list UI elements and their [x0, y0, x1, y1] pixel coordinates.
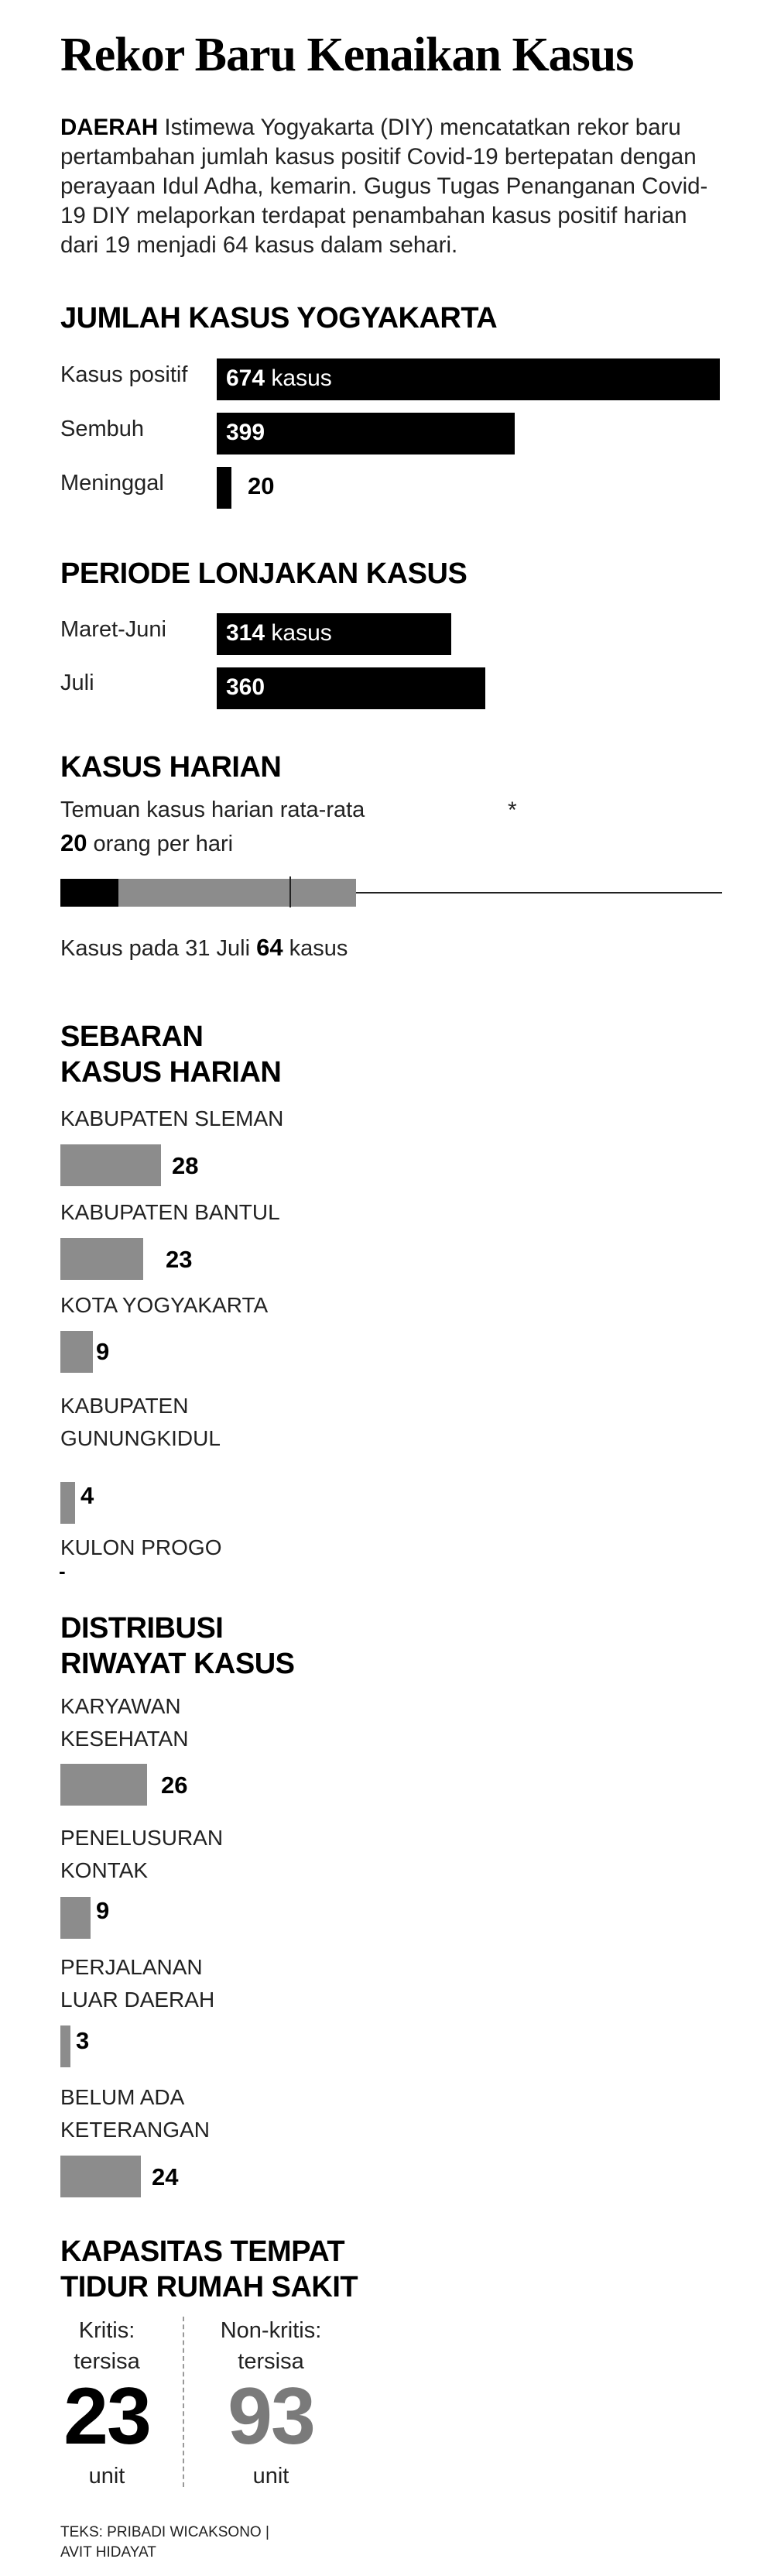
jumlah-heading: JUMLAH KASUS YOGYAKARTA	[60, 302, 498, 334]
distribusi-label-belum: BELUM ADA KETERANGAN	[60, 2085, 210, 2142]
sebaran-bar-kota	[60, 1331, 93, 1373]
harian-asterisk: *	[508, 797, 517, 823]
distribusi-value-karyawan: 26	[161, 1772, 188, 1799]
sebaran-bar-bantul	[60, 1238, 143, 1280]
sebaran-label-bantul: KABUPATEN BANTUL	[60, 1200, 280, 1224]
harian-avg-value: 20	[60, 829, 87, 856]
kapasitas-nonkritis-value: 93	[228, 2372, 314, 2461]
periode-value-maret: 314 kasus	[226, 620, 332, 646]
intro-paragraph	[60, 113, 726, 260]
sebaran-value-bantul: 23	[166, 1246, 193, 1273]
kapasitas-nonkritis-unit: unit	[252, 2464, 289, 2489]
periode-label-maret: Maret-Juni	[60, 617, 166, 642]
distribusi-heading: DISTRIBUSI RIWAYAT KASUS	[60, 1612, 295, 1680]
sebaran-label-kota: KOTA YOGYAKARTA	[60, 1293, 269, 1317]
intro-lead: DAERAH	[60, 115, 159, 140]
distribusi-label-perjalanan: PERJALANAN LUAR DAERAH	[60, 1955, 215, 2012]
harian-peak-line	[60, 934, 348, 962]
sebaran-value-gunungkidul: 4	[80, 1482, 94, 1509]
sebaran-label-sleman: KABUPATEN SLEMAN	[60, 1106, 284, 1130]
distribusi-bar-perjalanan	[60, 2025, 70, 2067]
harian-heading: KASUS HARIAN	[60, 751, 282, 784]
harian-avg-line	[60, 829, 233, 857]
periode-label-juli: Juli	[60, 671, 94, 695]
kapasitas-kritis-value: 23	[63, 2372, 150, 2461]
jumlah-value-positif: 674 kasus	[226, 365, 332, 391]
jumlah-label-sembuh: Sembuh	[60, 417, 145, 441]
jumlah-value-meninggal: 20	[248, 472, 275, 499]
credit: TEKS: PRIBADI WICAKSONO | AVIT HIDAYAT	[60, 2524, 269, 2561]
periode-value-juli: 360	[226, 674, 265, 700]
jumlah-value-sembuh: 399	[226, 420, 265, 445]
page-title: Rekor Baru Kenaikan Kasus	[60, 29, 634, 81]
harian-peak-value: 64	[256, 934, 283, 961]
distribusi-value-penelusuran: 9	[96, 1897, 110, 1924]
kapasitas-heading: KAPASITAS TEMPAT TIDUR RUMAH SAKIT	[60, 2235, 358, 2303]
distribusi-label-penelusuran: PENELUSURAN KONTAK	[60, 1826, 224, 1882]
sebaran-value-sleman: 28	[172, 1152, 199, 1179]
jumlah-label-positif: Kasus positif	[60, 362, 188, 387]
harian-avg-bar	[60, 879, 118, 907]
harian-avg-text: Temuan kasus harian rata-rata	[60, 797, 365, 822]
sebaran-label-kulonprogo: KULON PROGO	[60, 1535, 222, 1559]
harian-avg-unit: orang per hari	[93, 832, 234, 856]
jumlah-label-meninggal: Meninggal	[60, 471, 164, 496]
distribusi-bar-penelusuran	[60, 1897, 91, 1939]
intro-text: Istimewa Yogyakarta (DIY) mencatatkan rekor baru pertambahan jumlah kasus positif Covid-19 bertepatan dengan perayaan Idul Adha, kemarin. Gugus Tugas Penanganan Covid-19 DIY melaporkan terdapat penambahan kasus positif harian dari 19 menjadi 64 kasus dalam sehari.	[60, 115, 708, 258]
sebaran-heading: SEBARAN KASUS HARIAN	[60, 1020, 282, 1089]
harian-peak-prefix: Kasus pada 31 Juli	[60, 936, 251, 961]
distribusi-value-belum: 24	[152, 2163, 179, 2190]
sebaran-value-kulonprogo: -	[59, 1559, 66, 1583]
periode-heading: PERIODE LONJAKAN KASUS	[60, 557, 467, 590]
jumlah-bar-meninggal	[217, 467, 231, 509]
sebaran-bar-gunungkidul	[60, 1482, 75, 1524]
harian-tick-mark	[289, 876, 291, 907]
harian-peak-unit: kasus	[289, 936, 348, 961]
kapasitas-kritis-unit: unit	[88, 2464, 125, 2489]
distribusi-bar-karyawan	[60, 1764, 147, 1806]
sebaran-label-gunungkidul: KABUPATEN GUNUNGKIDUL	[60, 1394, 221, 1450]
kapasitas-nonkritis-label: Non-kritis: tersisa	[220, 2318, 322, 2374]
sebaran-value-kota: 9	[96, 1338, 110, 1365]
kapasitas-divider	[183, 2317, 184, 2487]
sebaran-bar-sleman	[60, 1144, 161, 1186]
distribusi-value-perjalanan: 3	[76, 2027, 90, 2054]
distribusi-bar-belum	[60, 2156, 141, 2197]
distribusi-label-karyawan: KARYAWAN KESEHATAN	[60, 1694, 189, 1751]
kapasitas-kritis-label: Kritis: tersisa	[74, 2318, 140, 2374]
